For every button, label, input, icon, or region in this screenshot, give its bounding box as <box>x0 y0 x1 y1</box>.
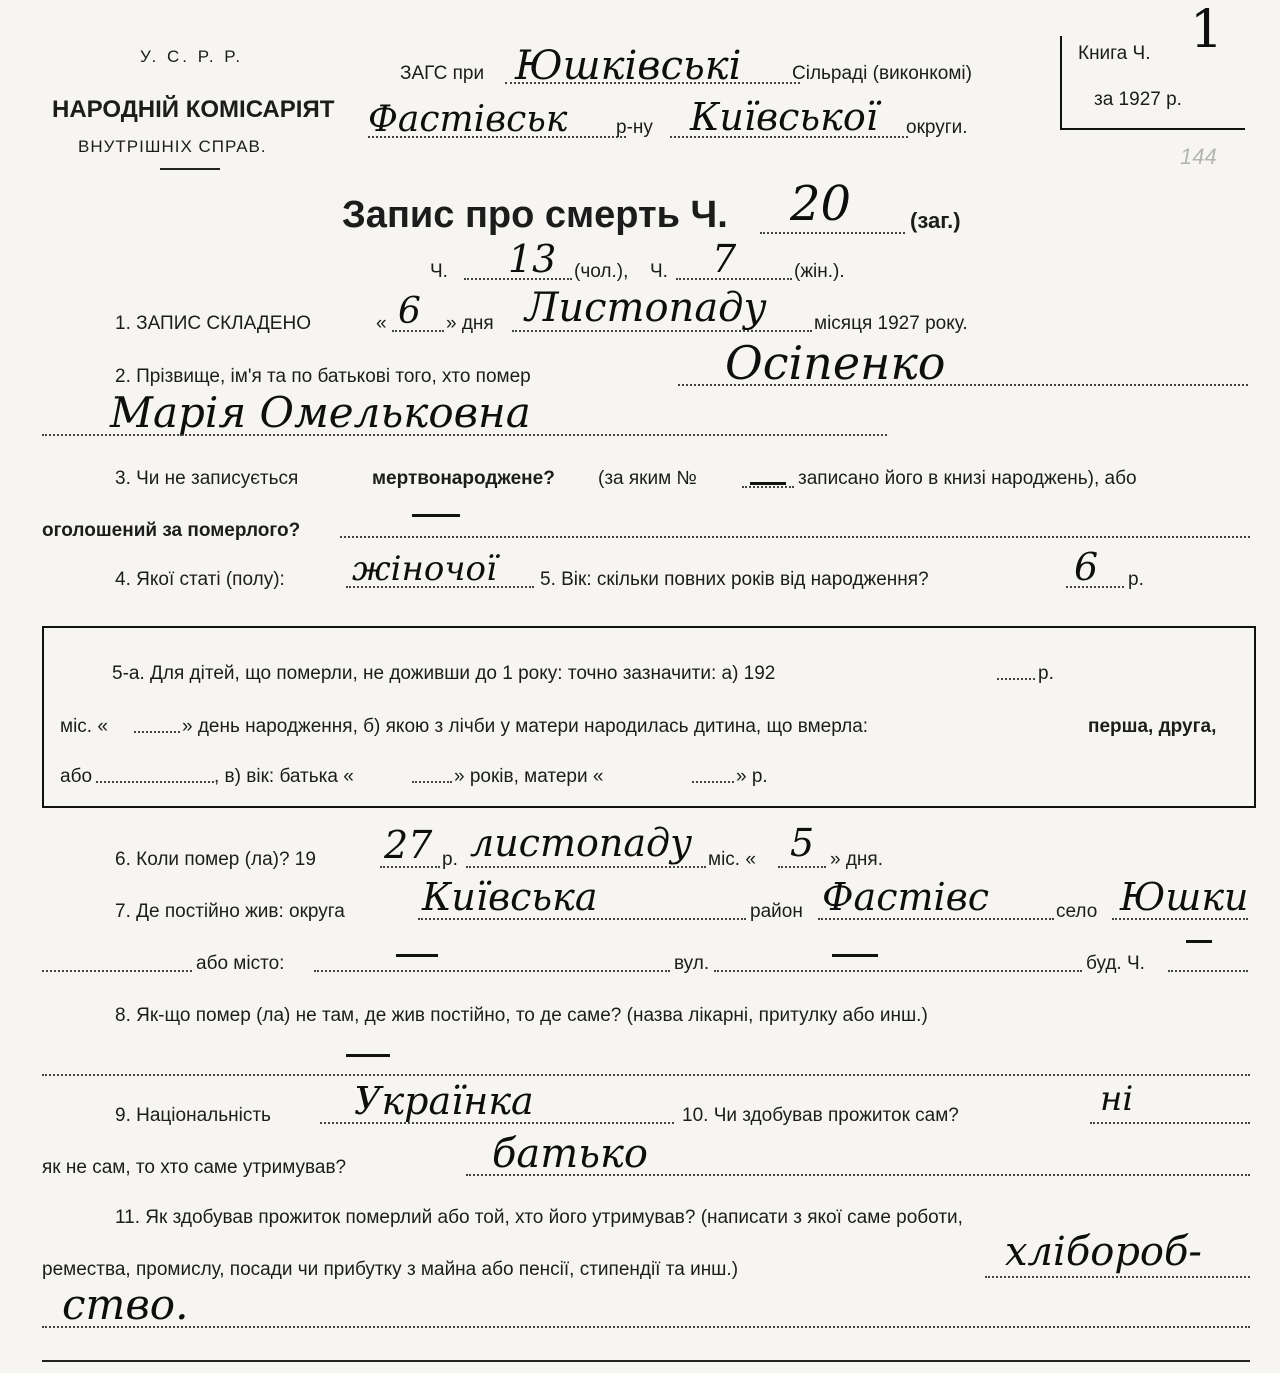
item8-label: 8. Як-що помер (ла) не там, де жив постійно, то де саме? (назва лікарні, притулку або инш.) <box>115 1005 928 1026</box>
item9-label: 9. Національність <box>115 1105 271 1126</box>
male-count-handwritten: 13 <box>508 237 557 281</box>
item11-cont-line <box>42 1326 1250 1328</box>
zags-prefix: ЗАГС при <box>400 63 485 84</box>
item11-occupation-handwritten: хлібороб- <box>1005 1229 1202 1275</box>
item1-day-handwritten: 6 <box>398 291 421 332</box>
item6-mis-label: міс. « <box>708 849 756 870</box>
male-count-line <box>464 278 572 280</box>
item1-tail: місяця 1927 року. <box>814 313 968 334</box>
book-label: Книга Ч. <box>1078 43 1151 64</box>
record-number-line <box>760 232 905 234</box>
female-count-handwritten: 7 <box>712 237 737 281</box>
item7-okruga-line <box>418 918 746 920</box>
item10-answer-line <box>1090 1122 1250 1124</box>
item5a-line1-end: р. <box>1038 663 1054 684</box>
item3-answer-dash <box>412 514 460 517</box>
item5a-mother-age-label: » років, матери « <box>454 766 604 787</box>
book-box-bottom-border <box>1060 128 1245 130</box>
item6-month-handwritten: листопаду <box>470 821 693 865</box>
item7-extra-line <box>42 970 192 972</box>
commissariat-title: НАРОДНІЙ КОМІСАРІЯТ <box>52 96 335 123</box>
item7-vul-line <box>714 970 1082 972</box>
item9-nationality-line <box>320 1122 674 1124</box>
item5a-year-line <box>997 678 1035 680</box>
item3-number-prefix: (за яким № <box>598 468 697 489</box>
chol-label: (чол.), <box>574 261 629 282</box>
item2-name-handwritten: Марія Омельковна <box>110 388 531 437</box>
item5a-father-age-label: , в) вік: батька « <box>214 766 354 787</box>
item7-bud-line <box>1168 970 1248 972</box>
bottom-rule <box>42 1360 1250 1362</box>
item5a-line1: 5-а. Для дітей, що померли, не доживши до 1 року: точно зазначити: а) 192 <box>112 663 776 684</box>
item7-misto-dash <box>396 954 438 957</box>
item7-misto-line <box>314 970 670 972</box>
item11-occupation-line <box>985 1276 1250 1278</box>
item7-okruga-handwritten: Київська <box>422 875 598 919</box>
raion-line <box>368 136 626 138</box>
item3-answer-line <box>340 536 1250 538</box>
record-title: Запис про смерть Ч. <box>342 194 728 236</box>
item7-selo-label: село <box>1056 901 1098 922</box>
book-year: за 1927 р. <box>1094 89 1182 110</box>
item8-answer-line <box>42 1074 1250 1076</box>
book-number-handwritten: 1 <box>1190 0 1224 60</box>
item11-occupation-cont-handwritten: ство. <box>62 1280 189 1329</box>
rnu-label: р-ну <box>616 117 653 138</box>
item9-nationality-handwritten: Українка <box>354 1079 534 1123</box>
item6-label: 6. Коли помер (ла)? 19 <box>115 849 316 870</box>
item7-bud-dash <box>1186 940 1212 943</box>
internal-affairs-label: ВНУТРІШНІХ СПРАВ. <box>78 137 267 156</box>
item5a-line2: » день народження, б) якою з лічби у матери народилась дитина, що вмерла: <box>182 716 869 737</box>
item4-sex-line <box>346 586 534 588</box>
item6-year-handwritten: 27 <box>384 823 433 867</box>
item5-unit: р. <box>1128 569 1144 590</box>
item3-tail: записано його в книзі народжень), або <box>798 468 1137 489</box>
item7-bud-label: буд. Ч. <box>1086 953 1145 974</box>
item3-number-dash <box>750 482 786 485</box>
item3-label: 3. Чи не записується <box>115 468 299 489</box>
item4-label: 4. Якої статі (полу): <box>115 569 285 590</box>
item10-supporter-line <box>466 1174 1250 1176</box>
item1-month-line <box>512 330 812 332</box>
item7-misto-label: або місто: <box>196 953 285 974</box>
item8-answer-dash <box>346 1054 390 1057</box>
item5-label: 5. Вік: скільки повних років від народження? <box>540 569 929 590</box>
okruga-handwritten: Київської <box>690 95 878 139</box>
item2-label: 2. Прізвище, ім'я та по батькові того, хто помер <box>115 366 531 387</box>
item7-selo-handwritten: Юшки <box>1120 875 1249 919</box>
archive-stamp-number: 144 <box>1180 144 1217 169</box>
male-count-label: Ч. <box>430 261 448 282</box>
item7-selo-line <box>1112 918 1248 920</box>
item5a-month-label: міс. « <box>60 716 108 737</box>
item2-surname-line <box>678 384 1248 386</box>
item6-month-line <box>466 866 706 868</box>
item5a-other-line <box>96 781 214 783</box>
item6-tail: » дня. <box>830 849 883 870</box>
item6-year-line <box>380 866 440 868</box>
item11-line1: 11. Як здобував прожиток померлий або той, хто його утримував? (написати з якої саме роботи, <box>115 1207 963 1228</box>
raion-handwritten: Фастівськ <box>368 99 568 140</box>
item10-supporter-handwritten: батько <box>492 1131 648 1177</box>
zhin-label: (жін.). <box>794 261 845 282</box>
item6-day-line <box>778 866 826 868</box>
item11-line2: ремества, промислу, посади чи прибутку з майна або пенсії, стипендії та инш.) <box>42 1259 739 1280</box>
item6-day-handwritten: 5 <box>790 821 815 865</box>
item5a-month-line <box>134 731 180 733</box>
item5a-father-age-line <box>412 781 452 783</box>
okruga-line <box>670 136 908 138</box>
item4-sex-handwritten: жіночої <box>352 549 497 589</box>
item3-number-line <box>742 486 794 488</box>
item3-stillborn: мертвонароджене? <box>372 468 555 489</box>
female-count-line <box>676 278 792 280</box>
header-divider <box>160 168 220 170</box>
item3-declared-dead: оголошений за померлого? <box>42 520 301 541</box>
zags-village-handwritten: Юшківські <box>515 43 742 89</box>
item6-r-label: р. <box>442 849 458 870</box>
silradi-label: Сільраді (виконкомі) <box>792 63 972 84</box>
book-box-left-border <box>1060 36 1062 130</box>
item7-vul-dash <box>832 954 878 957</box>
zags-village-line <box>505 82 800 84</box>
item5-age-line <box>1066 586 1124 588</box>
item10-label: 10. Чи здобував прожиток сам? <box>682 1105 959 1126</box>
item10-answer-handwritten: ні <box>1100 1079 1134 1119</box>
item1-label: 1. ЗАПИС СКЛАДЕНО <box>115 313 311 334</box>
record-number-handwritten: 20 <box>790 176 852 232</box>
female-count-label: Ч. <box>650 261 668 282</box>
item7-vul-label: вул. <box>674 953 710 974</box>
item5a-mother-age-line <box>692 781 734 783</box>
item5-age-handwritten: 6 <box>1074 545 1099 589</box>
item1-quote-open: « <box>376 313 387 334</box>
item1-day-line <box>392 330 444 332</box>
item1-day-suffix: » дня <box>446 313 494 334</box>
item2-surname-handwritten: Осіпенко <box>725 336 946 390</box>
item7-raion-line <box>818 918 1054 920</box>
item5a-mother-age-unit: » р. <box>736 766 768 787</box>
item7-raion-label: район <box>750 901 803 922</box>
item10-supporter-label: як не сам, то хто саме утримував? <box>42 1157 347 1178</box>
item5a-or-label: або <box>60 766 93 787</box>
zag-label: (заг.) <box>910 208 961 233</box>
item1-month-handwritten: Листопаду <box>525 285 767 331</box>
okrugy-label: округи. <box>906 117 968 138</box>
item2-name-line <box>42 434 887 436</box>
item5a-birth-order: перша, друга, <box>1088 716 1217 737</box>
item7-raion-handwritten: Фастівс <box>822 875 990 919</box>
item7-label: 7. Де постійно жив: округа <box>115 901 345 922</box>
ussr-label: У. С. Р. Р. <box>140 47 244 66</box>
